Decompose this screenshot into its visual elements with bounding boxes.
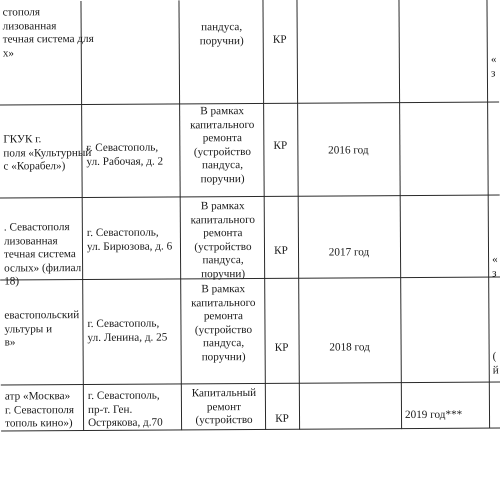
org-line: ослых» (филиал bbox=[4, 261, 82, 275]
address-line: пр-т. Ген. bbox=[87, 403, 133, 416]
works-line: Капитальный bbox=[191, 386, 257, 400]
works-line: ремонта bbox=[203, 310, 244, 323]
org-line: течная система bbox=[3, 248, 76, 261]
table-row-border bbox=[1, 427, 500, 431]
table-row bbox=[0, 0, 498, 80]
fragment-line: й bbox=[492, 364, 499, 377]
org-line: стополя bbox=[2, 6, 41, 19]
org-line: течная система для bbox=[2, 33, 94, 46]
fragment-line: « bbox=[490, 53, 497, 66]
address-line: г. Севастополь, bbox=[87, 389, 160, 402]
works-line: поручни) bbox=[199, 34, 244, 47]
works-line: пандуса, bbox=[202, 254, 244, 267]
fragment-line: з bbox=[490, 67, 496, 80]
address-line: Острякова, д.70 bbox=[88, 416, 163, 430]
address-line: ул. Ленина, д. 25 bbox=[87, 331, 168, 344]
organization-name-cell bbox=[4, 309, 79, 350]
organization-name-cell bbox=[3, 6, 94, 61]
address-line: г. Севастополь, bbox=[87, 317, 160, 330]
works-line: (устройство bbox=[195, 414, 253, 427]
works-line: капитального bbox=[190, 213, 256, 226]
fragment-line: « bbox=[492, 253, 498, 266]
works-cell bbox=[181, 21, 263, 49]
right-edge-fragment bbox=[491, 53, 497, 80]
org-line: 18) bbox=[4, 275, 20, 288]
works-line: ремонт bbox=[206, 400, 242, 413]
org-line: . Севастополя bbox=[3, 221, 70, 234]
works-line: пандуса, bbox=[202, 337, 245, 350]
year-cell: 2018 год bbox=[329, 341, 370, 354]
works-line: (устройство bbox=[194, 240, 252, 254]
organization-name-cell bbox=[4, 221, 82, 289]
org-line: с «Корабел») bbox=[3, 160, 66, 173]
org-line: лизованная bbox=[3, 234, 58, 248]
organization-name-cell bbox=[5, 390, 74, 431]
source-cell: КР bbox=[274, 244, 288, 257]
org-line: тополь кино») bbox=[5, 417, 73, 430]
fragment-line: ( bbox=[492, 350, 497, 363]
source-cell: КР bbox=[274, 341, 289, 354]
works-line: В рамках bbox=[201, 283, 246, 296]
works-line: поручни) bbox=[200, 173, 245, 186]
works-line: (устройство bbox=[193, 145, 251, 159]
address-line: г. Севастополь, bbox=[86, 226, 159, 239]
address-line: г. Севастополь, bbox=[86, 141, 159, 154]
works-line: капитального bbox=[190, 118, 255, 131]
table-column-border bbox=[398, 0, 402, 429]
org-line: лизованная bbox=[2, 19, 57, 33]
org-line: в» bbox=[4, 336, 16, 349]
org-line: х» bbox=[2, 47, 15, 60]
works-line: пандуса, bbox=[201, 21, 243, 34]
works-line: поручни) bbox=[201, 267, 246, 281]
works-line: поручни) bbox=[201, 350, 246, 364]
org-line: г. Севастополя bbox=[4, 403, 75, 417]
address-line: ул. Бирюзова, д. 6 bbox=[86, 240, 173, 253]
right-edge-fragment bbox=[492, 253, 498, 280]
org-line: поля «Культурный bbox=[3, 146, 92, 160]
works-cell bbox=[183, 387, 265, 428]
works-cell bbox=[182, 283, 264, 365]
fragment-line: з bbox=[492, 267, 497, 280]
works-line: (устройство bbox=[194, 323, 253, 337]
table-column-border bbox=[296, 0, 300, 430]
address-cell bbox=[87, 226, 172, 254]
org-line: ультуры и bbox=[4, 322, 53, 336]
year-cell: 2017 год bbox=[328, 246, 370, 259]
table-column-border bbox=[486, 0, 490, 429]
works-line: капитального bbox=[191, 296, 256, 309]
org-line: ГКУК г. bbox=[3, 133, 42, 146]
address-cell bbox=[86, 142, 163, 170]
works-line: пандуса, bbox=[201, 159, 244, 172]
works-line: ремонта bbox=[203, 227, 243, 240]
right-edge-fragment bbox=[493, 350, 499, 377]
address-cell bbox=[87, 318, 167, 346]
source-cell: КР bbox=[272, 33, 287, 46]
org-line: евастопольский bbox=[4, 309, 80, 322]
table-row-border bbox=[0, 194, 500, 198]
organization-name-cell bbox=[3, 133, 91, 174]
table-row-border bbox=[1, 381, 500, 385]
planned-year-cell: 2019 год*** bbox=[404, 408, 463, 422]
table-column-border bbox=[80, 1, 84, 431]
address-cell bbox=[88, 390, 163, 431]
works-cell bbox=[182, 200, 264, 282]
source-cell: КР bbox=[275, 412, 289, 425]
works-cell bbox=[181, 105, 263, 187]
works-line: В рамках bbox=[200, 105, 245, 118]
address-line: ул. Рабочая, д. 2 bbox=[86, 155, 164, 168]
year-cell: 2016 год bbox=[328, 144, 369, 157]
works-line: В рамках bbox=[200, 200, 245, 213]
org-line: атр «Москва» bbox=[4, 390, 71, 403]
works-line: ремонта bbox=[202, 132, 242, 145]
source-cell: КР bbox=[273, 139, 288, 152]
